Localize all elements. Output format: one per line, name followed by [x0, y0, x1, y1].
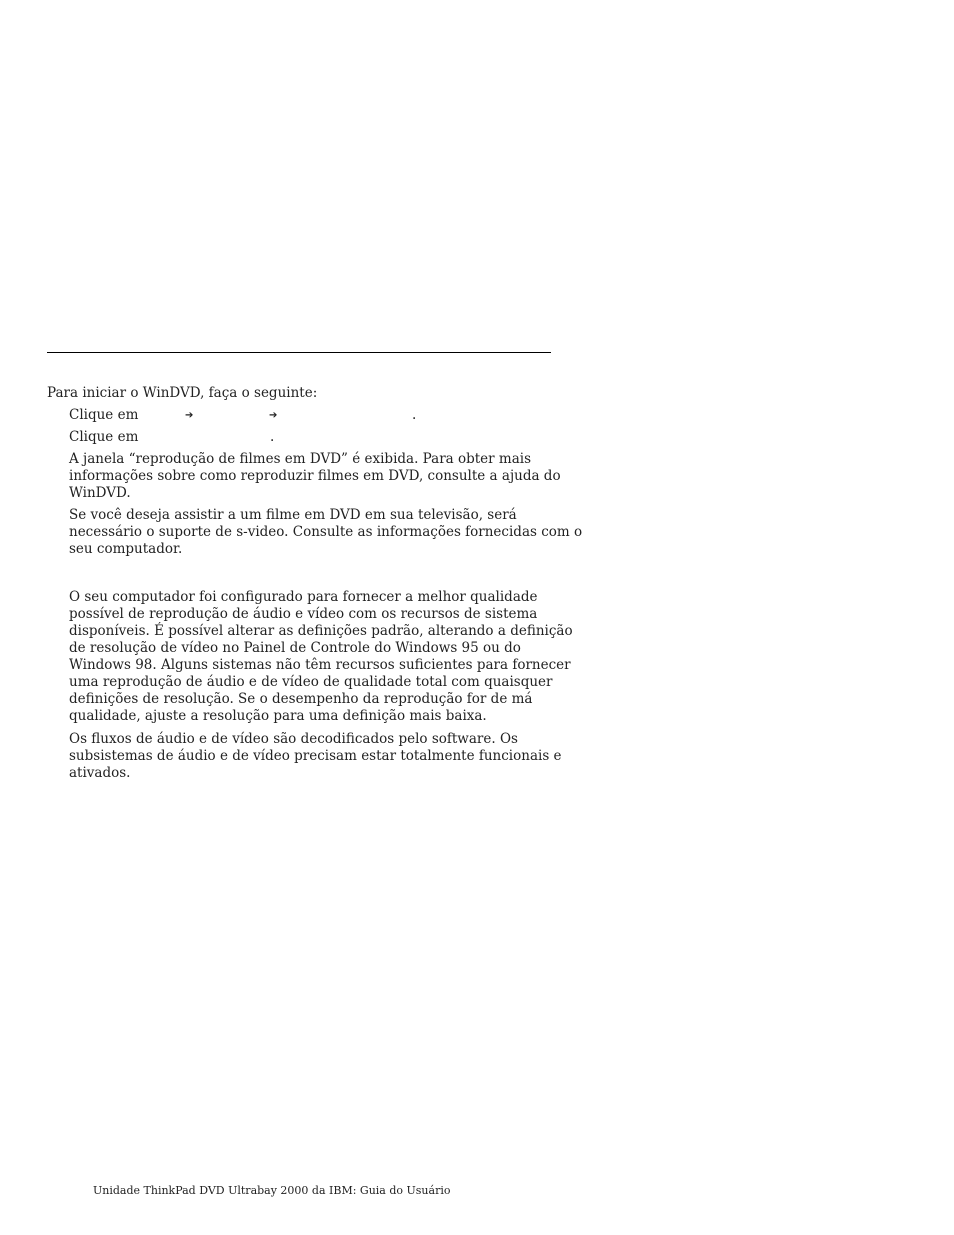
text-line: A janela “reprodução de filmes em DVD” é exibida. Para obter mais	[69, 451, 532, 467]
text-line: uma reprodução de áudio e de vídeo de qualidade total com quaisquer	[69, 674, 553, 690]
arrow-right-icon: ➔	[185, 410, 194, 421]
text-line: disponíveis. É possível alterar as definições padrão, alterando a definição	[69, 623, 573, 639]
step-2-text: Clique em	[69, 429, 139, 445]
text-line: Se você deseja assistir a um filme em DVD em sua televisão, será	[69, 507, 517, 523]
text-line: necessário o suporte de s-video. Consulte as informações fornecidas com o	[69, 524, 583, 540]
step-2-end: .	[270, 429, 275, 445]
text-line: O seu computador foi configurado para fornecer a melhor qualidade	[69, 589, 538, 605]
text-line: Windows 98. Alguns sistemas não têm recursos suficientes para fornecer	[69, 657, 571, 673]
step-1-end: .	[412, 407, 417, 423]
text-line: qualidade, ajuste a resolução para uma definição mais baixa.	[69, 708, 487, 724]
paragraph-configuration	[69, 589, 573, 725]
text-line: informações sobre como reproduzir filmes em DVD, consulte a ajuda do	[69, 468, 561, 484]
intro-text: Para iniciar o WinDVD, faça o seguinte:	[47, 385, 318, 401]
paragraph-television	[69, 507, 582, 558]
page-footer: Unidade ThinkPad DVD Ultrabay 2000 da IBM: Guia do Usuário	[93, 1184, 451, 1197]
text-line: seu computador.	[69, 541, 183, 557]
text-line: de resolução de vídeo no Painel de Controle do Windows 95 ou do	[69, 640, 521, 656]
text-line: subsistemas de áudio e de vídeo precisam estar totalmente funcionais e	[69, 748, 562, 764]
arrow-right-icon: ➔	[269, 410, 278, 421]
text-line: WinDVD.	[69, 485, 131, 501]
text-line: definições de resolução. Se o desempenho da reprodução for de má	[69, 691, 533, 707]
paragraph-result	[69, 451, 561, 502]
text-line: possível de reprodução de áudio e vídeo com os recursos de sistema	[69, 606, 538, 622]
text-line: Os fluxos de áudio e de vídeo são decodificados pelo software. Os	[69, 731, 518, 747]
paragraph-streams	[69, 731, 562, 782]
step-1-text: Clique em	[69, 407, 139, 423]
section-divider	[47, 352, 551, 353]
text-line: ativados.	[69, 765, 131, 781]
